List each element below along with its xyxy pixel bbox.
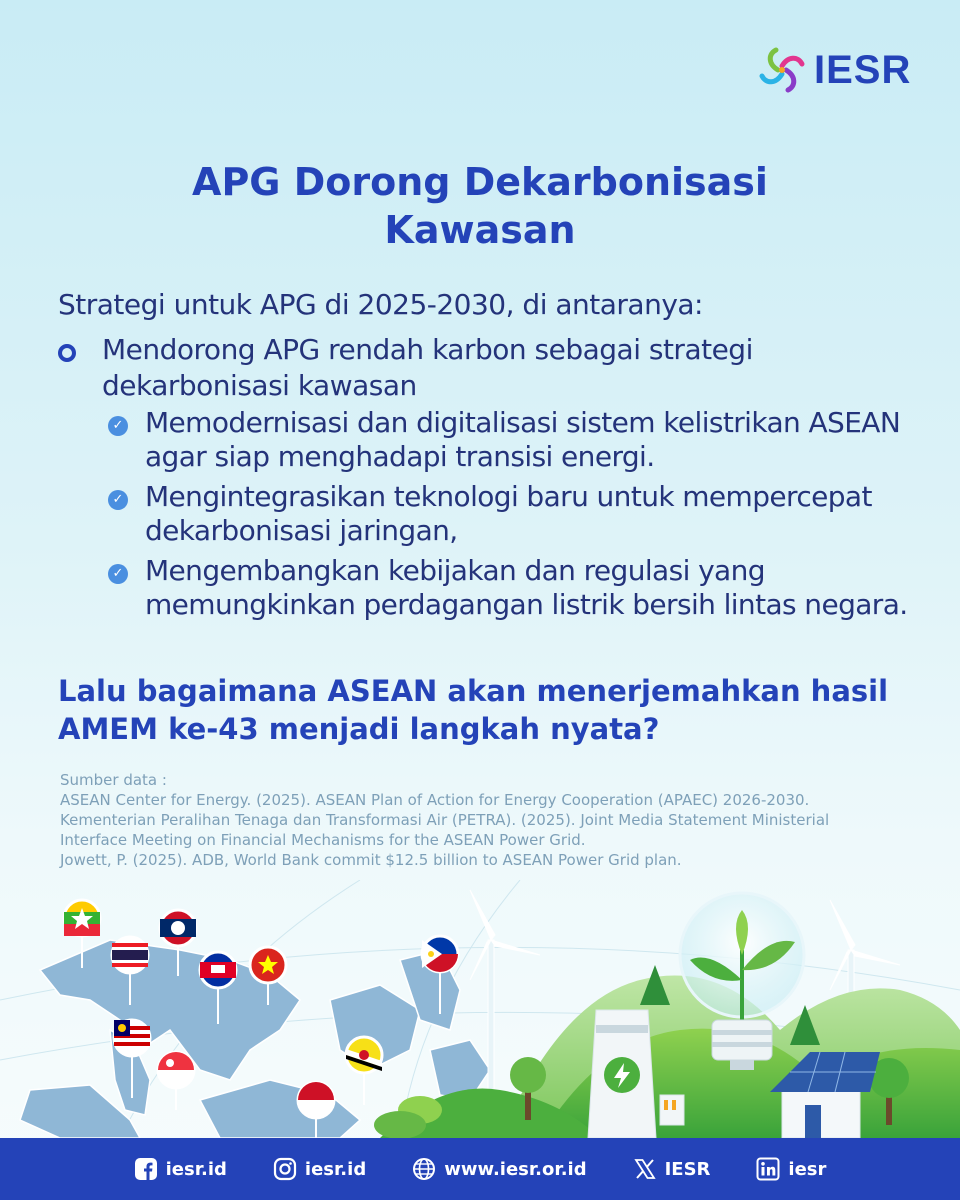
footer-instagram[interactable] bbox=[273, 1157, 366, 1181]
footer-bar bbox=[0, 1138, 960, 1200]
source-line: Jowett, P. (2025). ADB, World Bank commit $12.5 billion to ASEAN Power Grid plan. bbox=[60, 851, 682, 869]
check-circle-icon: ✓ bbox=[108, 490, 128, 510]
footer-label: iesr bbox=[788, 1158, 827, 1180]
title-line-1: APG Dorong Dekarbonisasi bbox=[192, 160, 768, 204]
x-icon bbox=[633, 1157, 657, 1181]
footer-linkedin[interactable] bbox=[756, 1157, 826, 1181]
list-item bbox=[108, 406, 948, 474]
sources-block bbox=[60, 770, 900, 870]
source-line: Kementerian Peralihan Tenaga dan Transformasi Air (PETRA). (2025). Joint Media Statement Ministerial bbox=[60, 811, 830, 829]
source-line: ASEAN Center for Energy. (2025). ASEAN Plan of Action for Energy Cooperation (APAEC) 2026-2030. bbox=[60, 791, 810, 809]
brunei-flag bbox=[346, 1037, 382, 1105]
page-title bbox=[80, 158, 880, 254]
instagram-icon bbox=[273, 1157, 297, 1181]
footer-x[interactable] bbox=[633, 1157, 711, 1181]
footer-facebook[interactable] bbox=[134, 1157, 227, 1181]
footer-website[interactable] bbox=[412, 1157, 586, 1181]
singapore-flag bbox=[158, 1052, 194, 1110]
title-line-2: Kawasan bbox=[384, 208, 576, 252]
sub-bullet-text: Memodernisasi dan digitalisasi sistem kelistrikan ASEAN agar siap menghadapi transisi energi. bbox=[145, 406, 901, 473]
facebook-icon bbox=[134, 1157, 158, 1181]
footer-label: iesr.id bbox=[304, 1158, 367, 1180]
asean-energy-illustration bbox=[0, 880, 960, 1138]
question-heading bbox=[58, 672, 938, 748]
globe-icon bbox=[412, 1157, 436, 1181]
sub-bullet-text: Mengembangkan kebijakan dan regulasi yang memungkinkan perdagangan listrik bersih lintas negara. bbox=[145, 554, 908, 621]
sub-bullet-list bbox=[108, 406, 948, 628]
footer-label: www.iesr.or.id bbox=[444, 1158, 587, 1180]
sub-bullet-text: Mengintegrasikan teknologi baru untuk mempercepat dekarbonisasi jaringan, bbox=[145, 480, 872, 547]
sources-heading: Sumber data : bbox=[60, 771, 167, 789]
check-circle-icon: ✓ bbox=[108, 416, 128, 436]
main-bullet bbox=[58, 332, 818, 404]
iesr-swirl-logo-icon bbox=[756, 44, 808, 96]
question-line-1: Lalu bagaimana ASEAN akan menerjemahkan hasil bbox=[58, 674, 889, 708]
source-line: Interface Meeting on Financial Mechanisms for the ASEAN Power Grid. bbox=[60, 831, 586, 849]
list-item bbox=[108, 554, 948, 622]
logo-text: IESR bbox=[814, 47, 912, 92]
main-bullet-text: Mendorong APG rendah karbon sebagai strategi dekarbonisasi kawasan bbox=[102, 333, 753, 402]
intro-text: Strategi untuk APG di 2025-2030, di antaranya: bbox=[58, 288, 703, 321]
ring-bullet-icon bbox=[58, 344, 76, 362]
footer-label: iesr.id bbox=[165, 1158, 227, 1180]
iesr-logo bbox=[756, 44, 911, 96]
linkedin-icon bbox=[756, 1157, 780, 1181]
list-item bbox=[108, 480, 948, 548]
question-line-2: AMEM ke-43 menjadi langkah nyata? bbox=[58, 712, 660, 746]
footer-label: IESR bbox=[664, 1158, 711, 1180]
check-circle-icon: ✓ bbox=[108, 564, 128, 584]
